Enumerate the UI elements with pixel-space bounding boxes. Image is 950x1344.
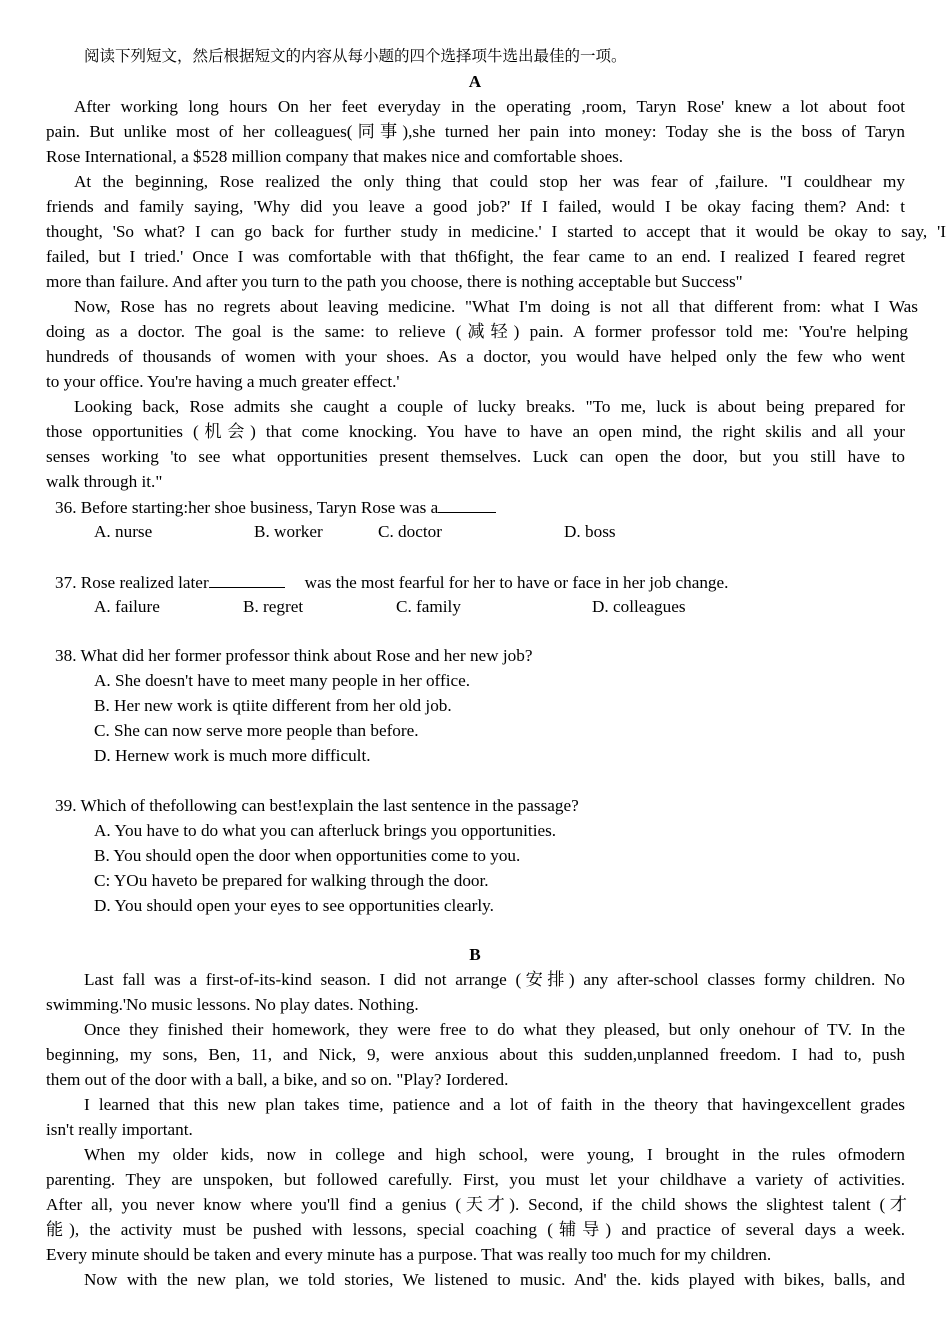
option: B. worker (254, 522, 323, 541)
option: C. doctor (378, 522, 442, 541)
passage-line: senses working 'to see what opportunities present themselves. Luck can open the door, but you still have to (46, 447, 905, 466)
section-a-heading: A (468, 72, 482, 91)
option: C: YOu haveto be prepared for walking through the door. (94, 871, 489, 890)
passage-line: those opportunities (机会) that come knocking. You have to have an open mind, the right skilis and all your (46, 422, 905, 441)
question-stem-after: was the most fearful for her to have or face in her job change. (304, 573, 729, 592)
passage-line: Rose International, a $528 million company that makes nice and comfortable shoes. (46, 147, 624, 166)
passage-line: Every minute should be taken and every minute has a purpose. That was really too much for my children. (46, 1245, 772, 1264)
passage-line: swimming.'No music lessons. No play dates. Nothing. (46, 995, 419, 1014)
passage-line: them out of the door with a ball, a bike, and so on. "Play? Iordered. (46, 1070, 509, 1089)
answer-blank (438, 496, 496, 513)
question-39: 39. Which of thefollowing can best!explain the last sentence in the passage? (55, 796, 579, 815)
option: D. boss (564, 522, 616, 541)
option: D. You should open your eyes to see opportunities clearly. (94, 896, 494, 915)
passage-line: Now with the new plan, we told stories, We listened to music. And' the. kids played with bikes, balls, and (84, 1270, 905, 1289)
passage-line: After working long hours On her feet everyday in the operating ,room, Taryn Rose' knew a lot about foot (74, 97, 905, 116)
option: A. You have to do what you can afterluck brings you opportunities. (94, 821, 557, 840)
passage-line: After all, you never know where you'll find a genius (天才). Second, if the child shows the slightest talent (才 (46, 1195, 907, 1214)
passage-line: to your office. You're having a much greater effect.' (46, 372, 400, 391)
section-b-heading: B (469, 945, 481, 964)
passage-line: walk through it." (46, 472, 163, 491)
passage-line: failed, but I tried.' Once I was comfortable with that th6fight, the fear came to an end. I realized I feared regret (46, 247, 905, 266)
question-36 (55, 496, 496, 519)
option: B. You should open the door when opportunities come to you. (94, 846, 521, 865)
passage-line: 能), the activity must be pushed with lessons, special coaching (辅导) and practice of several days a week. (46, 1220, 905, 1239)
passage-line: more than failure. And after you turn to the path you choose, there is nothing acceptable but Success" (46, 272, 743, 291)
passage-line: Last fall was a first-of-its-kind season. I did not arrange (安排) any after-school classes formy children. No (84, 970, 905, 989)
option: C. family (396, 597, 461, 616)
passage-line: hundreds of thousands of women with your shoes. As a doctor, you would have helped only the few who went (46, 347, 905, 366)
option: B. regret (243, 597, 304, 616)
passage-line: thought, 'So what? I can go back for further study in medicine.' I started to accept that it would be okay to say, 'I (46, 222, 946, 241)
passage-line: parenting. They are unspoken, but followed carefully. First, you must let your childhave a variety of activities. (46, 1170, 905, 1189)
question-38: 38. What did her former professor think about Rose and her new job? (55, 646, 533, 665)
passage-line: I learned that this new plan takes time, patience and a lot of faith in the theory that havingexcellent grades (84, 1095, 905, 1114)
passage-line: Once they finished their homework, they were free to do what they pleased, but only onehour of TV. In the (84, 1020, 905, 1039)
instruction: 阅读下列短文，然后根据短文的内容从每小题的四个选择项牛选出最佳的一项。 (84, 47, 627, 65)
option: D. colleagues (592, 597, 686, 616)
question-stem: 37. Rose realized later (55, 573, 209, 592)
option: A. She doesn't have to meet many people in her office. (94, 671, 471, 690)
passage-line: pain. But unlike most of her colleagues(同事),she turned her pain into money: Today she is the boss of Taryn (46, 122, 905, 141)
option: D. Hernew work is much more difficult. (94, 746, 371, 765)
passage-line: friends and family saying, 'Why did you leave a good job?' If I failed, would I be okay facing them? And: t (46, 197, 905, 216)
question-stem: 36. Before starting:her shoe business, Taryn Rose was a (55, 498, 439, 517)
option: A. nurse (94, 522, 153, 541)
passage-line: Looking back, Rose admits she caught a couple of lucky breaks. "To me, luck is about being prepared for (74, 397, 905, 416)
passage-line: isn't really important. (46, 1120, 193, 1139)
passage-line: At the beginning, Rose realized the only thing that could stop her was fear of ,failure. "I couldhear my (74, 172, 905, 191)
answer-blank (209, 571, 285, 588)
option: C. She can now serve more people than before. (94, 721, 419, 740)
question-37 (55, 571, 728, 594)
passage-line: doing as a doctor. The goal is the same: to relieve (减轻) pain. A former professor told me: 'You're helping (46, 322, 908, 341)
passage-line: When my older kids, now in college and high school, were young, I brought in the rules ofmodern (84, 1145, 905, 1164)
passage-line: beginning, my sons, Ben, 11, and Nick, 9, were anxious about this sudden,unplanned freedom. I had to, push (46, 1045, 905, 1064)
option: B. Her new work is qtiite different from her old job. (94, 696, 452, 715)
passage-line: Now, Rose has no regrets about leaving medicine. "What I'm doing is not all that different from: what I Was (74, 297, 918, 316)
option: A. failure (94, 597, 160, 616)
